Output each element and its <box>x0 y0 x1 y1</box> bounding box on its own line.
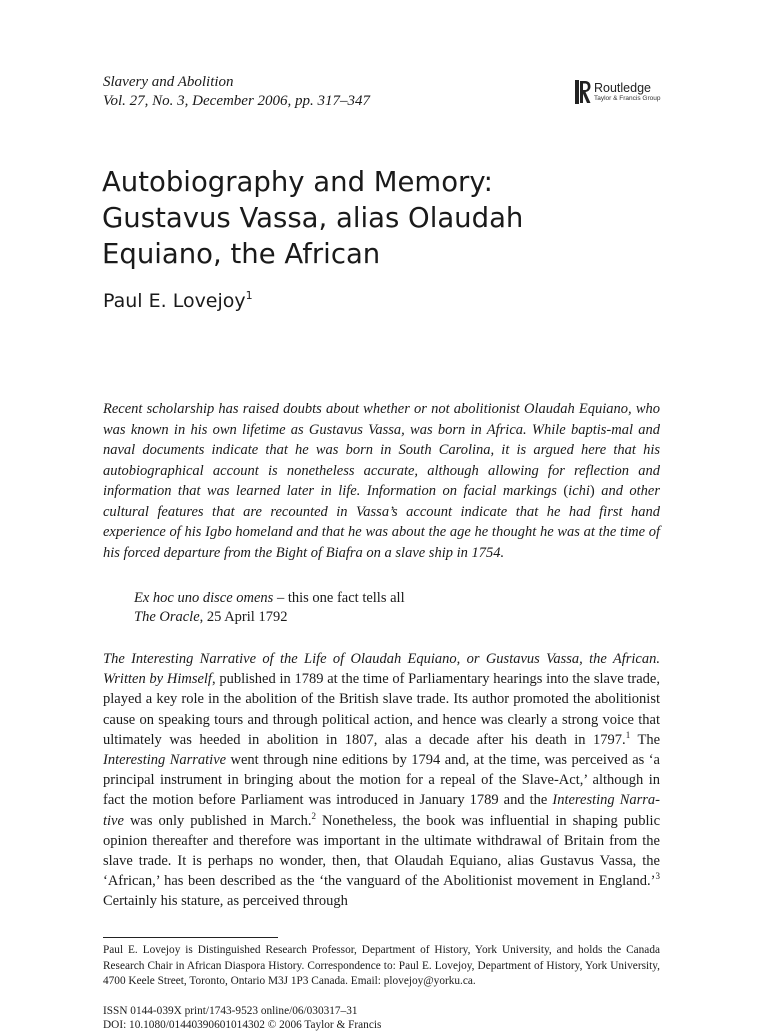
article-title <box>102 164 662 272</box>
doi-line: DOI: 10.1080/01440390601014302 © 2006 Taylor & Francis <box>103 1019 382 1031</box>
book-title: Interesting Narra-tive <box>103 792 660 829</box>
footnote-divider <box>103 937 278 938</box>
journal-name: Slavery and Abolition <box>103 74 234 90</box>
abstract <box>103 399 660 563</box>
title-line: Gustavus Vassa, alias Olaudah <box>102 202 524 234</box>
footnote-ref[interactable]: 3 <box>655 871 660 882</box>
author-name: Paul E. Lovejoy <box>103 290 246 312</box>
publisher-logo <box>575 80 670 106</box>
abstract-paren: ) <box>589 483 595 499</box>
body-text: Nonetheless, the book was influential in shaping public opinion thereafter and therefore was important in the ultimate withdrawal of Britain from the slave trade. It is perhaps no wonder, then, that Olaudah Equiano, alias Gustavus Vassa, the ‘African,’ has been described as the ‘the vanguard of the Abolitionist movement in England.’ <box>103 812 661 890</box>
routledge-r-icon <box>575 80 591 104</box>
abstract-term: ichi <box>568 483 590 499</box>
publisher-name: Routledge <box>594 81 651 95</box>
body-text: The <box>630 731 661 748</box>
epigraph-date: , 25 April 1792 <box>199 609 288 625</box>
footnote-ref[interactable]: 2 <box>311 810 316 821</box>
author-footnote-mark: 1 <box>245 289 253 302</box>
body-text: , published in 1789 at the time of Parliamentary hearings into the slave trade, played a key role in the abolition of the British slave trade. Its author promoted the abolitionist cause on speaking tours and through political action, and hence was clearly a strong voice that ultimately was heeded in abolition in 1807, alas a decade after his death in 1797. <box>103 671 660 748</box>
epigraph-source: The Oracle <box>134 609 200 625</box>
article-author <box>103 284 253 313</box>
epigraph-attribution <box>134 608 405 627</box>
body-text: Certainly his stature, as perceived through <box>103 893 348 910</box>
author-footnote: Paul E. Lovejoy is Distinguished Research Professor, Department of History, York University, and holds the Canada Research Chair in African Diaspora History. Correspondence to: Paul E. Lovejoy, Department of History, York University, 4700 Keele Street, Toronto, Ontario M3J 1P3 Canada. Email: plovejoy@yorku.ca. <box>103 944 660 988</box>
epigraph-latin: Ex hoc uno disce omens <box>134 590 274 606</box>
footnote-ref[interactable]: 1 <box>625 729 631 740</box>
journal-citation: Vol. 27, No. 3, December 2006, pp. 317–347 <box>103 93 371 109</box>
title-line: Equiano, the African <box>102 238 381 270</box>
body-paragraph <box>103 649 660 912</box>
epigraph <box>134 589 405 627</box>
body-text: was only published in March. <box>123 812 312 829</box>
epigraph-quote <box>134 589 405 608</box>
abstract-text: Recent scholarship has raised doubts about whether or not abolitionist Olaudah Equiano, who was known in his own lifetime as Gustavus Vassa, was born in Africa. While baptis-mal and naval documents indicate that he was born in South Carolina, it is argued here that his autobiographical account is nonetheless accurate, although allowing for reflection and information that was learned later in life. Information on facial markings <box>103 401 660 499</box>
book-title: Interesting Narrative <box>103 752 227 769</box>
title-line: Autobiography and Memory: <box>102 166 493 198</box>
epigraph-translation: – this one fact tells all <box>273 590 405 606</box>
body-text: went through nine editions by 1794 and, at the time, was perceived as ‘a principal instrument in bringing about the motion for a repeal of the Slave-Act,’ although in fact the motion before Parliament was introduced in January 1789 and the <box>103 752 660 809</box>
book-title: The Interesting Narrative of the Life of Olaudah Equiano, or Gustavus Vassa, the African. Written by Himself <box>103 651 660 688</box>
journal-header <box>103 73 370 111</box>
issn-line: ISSN 0144-039X print/1743-9523 online/06/030317–31 <box>103 1005 358 1017</box>
publisher-group: Taylor & Francis Group <box>594 95 661 102</box>
abstract-paren: ( <box>563 483 569 499</box>
abstract-text: and other cultural features that are recounted in Vassa’s account indicate that he had first hand experience of his Igbo homeland and that he was about the age he thought he was at the time of his forced departure from the Bight of Biafra on a slave ship in 1754. <box>103 483 661 561</box>
